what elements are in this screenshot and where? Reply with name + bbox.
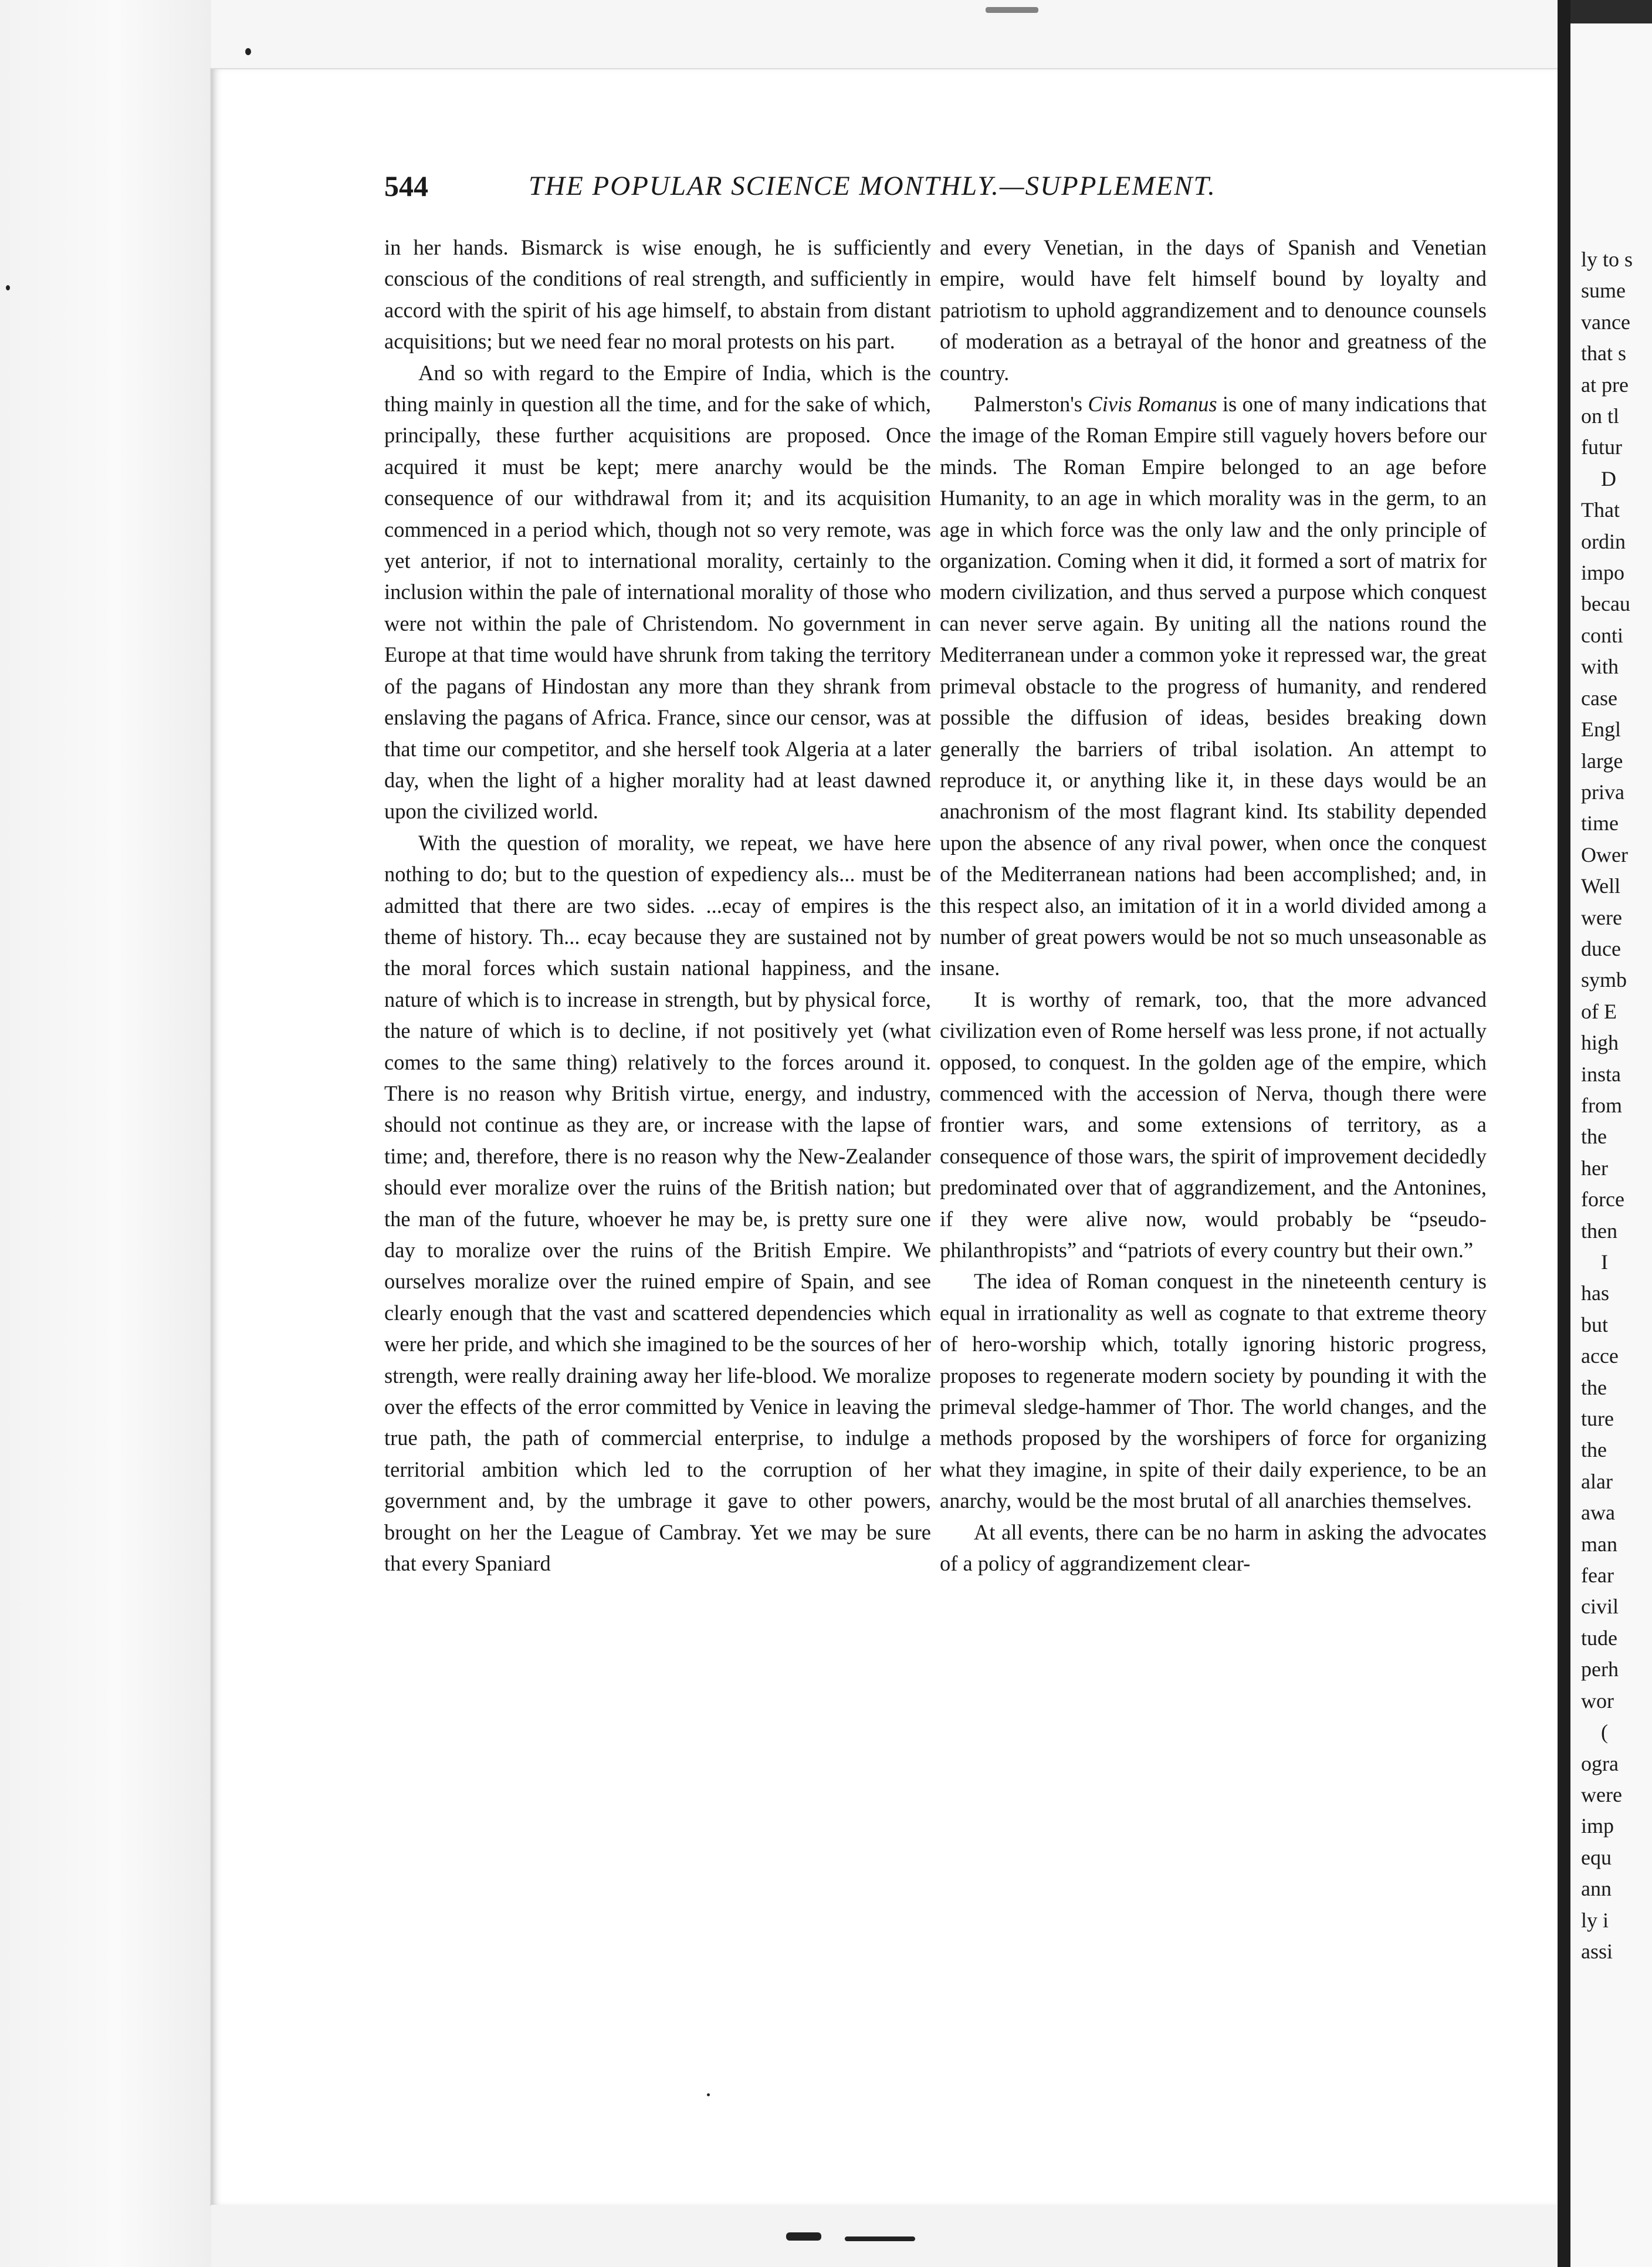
adjacent-page-line: the xyxy=(1581,1125,1607,1149)
adjacent-page-line: futur xyxy=(1581,435,1622,459)
adjacent-page-text xyxy=(1570,244,1633,1967)
book-gutter xyxy=(1558,0,1570,2267)
adjacent-page-line: D xyxy=(1601,466,1616,490)
adjacent-page-line: Engl xyxy=(1581,718,1621,742)
adjacent-page-line: then xyxy=(1581,1219,1617,1243)
adjacent-page-line: from xyxy=(1581,1093,1622,1117)
adjacent-page-line: man xyxy=(1581,1532,1617,1556)
adjacent-page-line: awa xyxy=(1581,1501,1615,1525)
paragraph: The idea of Roman conquest in the nineteenth century is equal in irrationality as well as cognate to that extreme theory of hero-worship which, totally ignoring historic progress, proposes to regenerate modern society by pounding it with the primeval sledge-hammer of Thor. The world changes, and the methods proposed by the worshipers of force for organizing what they imagine, in spite of their daily experience, to be an anarchy, would be the most brutal of all anarchies themselves. xyxy=(940,1269,1487,1513)
adjacent-page-line: imp xyxy=(1581,1814,1614,1838)
paragraph: At all events, there can be no harm in asking the advocates of a policy of aggrandizement clear- xyxy=(940,1520,1487,1576)
scan-speck xyxy=(6,285,10,290)
adjacent-page-line: assi xyxy=(1581,1939,1613,1963)
adjacent-page-line: vance xyxy=(1581,310,1630,334)
running-head: THE POPULAR SCIENCE MONTHLY.—SUPPLEMENT. xyxy=(529,171,1216,201)
adjacent-page-line: the xyxy=(1581,1375,1607,1399)
adjacent-page-line: wor xyxy=(1581,1689,1614,1713)
adjacent-page-line: equ xyxy=(1581,1845,1612,1869)
scan-speck xyxy=(786,2232,821,2241)
adjacent-page-line: that s xyxy=(1581,341,1626,366)
adjacent-page-line: ordin xyxy=(1581,529,1626,553)
paragraph: in her hands. Bismarck is wise enough, he is sufficiently conscious of the conditions of real strength, and sufficiently in accord with the spirit of his age himself, to abstain from distant acquisitions; but we need fear no moral protests on his part. xyxy=(384,235,931,354)
adjacent-page-line: symb xyxy=(1581,968,1627,992)
scan-margin-bottom xyxy=(211,2205,1558,2267)
adjacent-page-line: conti xyxy=(1581,623,1623,647)
adjacent-page-line: That xyxy=(1581,498,1620,522)
adjacent-page-line: but xyxy=(1581,1312,1609,1336)
adjacent-page-line: Well xyxy=(1581,874,1621,898)
adjacent-page-line: of E xyxy=(1581,999,1617,1023)
adjacent-page-line: were xyxy=(1581,1782,1622,1806)
adjacent-page-line: ture xyxy=(1581,1407,1614,1431)
paragraph: and every Venetian, in the days of Spanish and Venetian empire, would have felt himself bound by loyalty and patriotism to uphold aggrandizement and to denounce counsels of moderation as a betrayal of the honor and greatness of the country. xyxy=(940,235,1487,385)
adjacent-page-line: at pre xyxy=(1581,373,1629,397)
adjacent-page-line: time xyxy=(1581,811,1619,835)
adjacent-page-line: ann xyxy=(1581,1877,1612,1901)
paragraph-body: is one of many indications that the image of the Roman Empire still vaguely hovers before our minds. The Roman Empire belonged to an age before Humanity, to an age in which morality was in the germ, to an age in which force was the only law and the only principle of organization. Coming when it did, it formed a sort of matrix for modern civilization, and thus served a purpose which conquest can never serve again. By uniting all the nations round the Mediterranean under a common yoke it repressed war, the great primeval obstacle to the progress of humanity, and rendered possible the diffusion of ideas, besides breaking down generally the barriers of tribal isolation. An attempt to reproduce it, or anything like it, in these days would be an anachronism of the most flagrant kind. Its stability depended upon the absence of any rival power, when once the conquest of the Mediterranean nations had been accomplished; and, in this respect also, an imitation of it in a world divided among a number of great powers would be not so much unseasonable as insane. xyxy=(940,392,1487,980)
adjacent-page-line: large xyxy=(1581,749,1623,773)
adjacent-page-line: tude xyxy=(1581,1626,1617,1650)
adjacent-page-line: acce xyxy=(1581,1344,1619,1368)
page-number: 544 xyxy=(384,170,428,202)
paragraph xyxy=(940,388,1487,984)
adjacent-page-line: I xyxy=(1601,1250,1608,1274)
adjacent-page-line: sume xyxy=(1581,279,1626,303)
adjacent-page-line: perh xyxy=(1581,1657,1619,1681)
adjacent-page-line: ly i xyxy=(1581,1908,1609,1932)
scan-margin-left xyxy=(0,0,211,2267)
adjacent-page-line: civil xyxy=(1581,1595,1619,1619)
scan-speck xyxy=(845,2236,915,2241)
right-column xyxy=(940,232,1487,1579)
scan-margin-top xyxy=(211,0,1560,76)
adjacent-page-line: alar xyxy=(1581,1469,1613,1493)
adjacent-page-line: Ower xyxy=(1581,842,1628,867)
adjacent-page-line: becau xyxy=(1581,592,1630,616)
paragraph-lead: Palmerston's xyxy=(974,392,1088,417)
adjacent-page-line: fear xyxy=(1581,1564,1614,1588)
left-column xyxy=(384,232,931,1579)
scan-speck xyxy=(707,2093,710,2096)
adjacent-page-line: duce xyxy=(1581,936,1621,960)
adjacent-page-line: priva xyxy=(1581,780,1624,804)
adjacent-page-line: insta xyxy=(1581,1062,1621,1086)
scan-speck xyxy=(986,7,1038,13)
paragraph: It is worthy of remark, too, that the more advanced civilization even of Rome herself was less prone, if not actually opposed, to conquest. In the golden age of the empire, which commenced with the accession of Nerva, though there were frontier wars, and some extensions of territory, as a consequence of those wars, the spirit of improvement decidedly predominated over that of aggrandizement, and the Antonines, if they were alive now, would probably be “pseudo-philanthropists” and “patriots of every country but their own.” xyxy=(940,987,1487,1262)
adjacent-page-line: were xyxy=(1581,905,1622,929)
scan-speck xyxy=(245,48,251,55)
adjacent-page-edge xyxy=(1570,23,1652,2267)
adjacent-page-line: force xyxy=(1581,1187,1624,1212)
adjacent-page-line: on tl xyxy=(1581,404,1620,428)
page-header xyxy=(384,165,1534,207)
adjacent-page-line: case xyxy=(1581,686,1617,710)
adjacent-page-line: ( xyxy=(1601,1720,1608,1744)
latin-phrase: Civis Romanus xyxy=(1088,392,1217,417)
adjacent-page-line: her xyxy=(1581,1156,1608,1180)
adjacent-page-line: high xyxy=(1581,1031,1619,1055)
adjacent-page-line: with xyxy=(1581,655,1619,679)
adjacent-page-line: impo xyxy=(1581,561,1625,585)
adjacent-page-line: ly to s xyxy=(1581,248,1633,271)
adjacent-page-line: ogra xyxy=(1581,1751,1619,1775)
paragraph: With the question of morality, we repeat, we have here nothing to do; but to the question of expediency als... must be admitted that there are two sides. ...ecay of empires is the theme of history. Th... ecay because they are sustained not by the moral forces which sustain national happiness, and the nature of which is to increase in strength, but by physical force, the nature of which is to decline, if not positively yet (what comes to the same thing) relatively to the forces around it. There is no reason why British virtue, energy, and industry, should not continue as they are, or increase with the lapse of time; and, therefore, there is no reason why the New-Zealander should ever moralize over the ruins of the British nation; but the man of the future, whoever he may be, is pretty sure one day to moralize over the ruins of the British Empire. We ourselves moralize over the ruined empire of Spain, and see clearly enough that the vast and scattered dependencies which were her pride, and which she imagined to be the sources of her strength, were really draining away her life-blood. We moralize over the effects of the error committed by Venice in leaving the true path, the path of commercial enterprise, to indulge a territorial ambition which led to the corruption of her government and, by the umbrage it gave to other powers, brought on her the League of Cambray. Yet we may be sure that every Spaniard xyxy=(384,830,931,1576)
paragraph: And so with regard to the Empire of India, which is the thing mainly in question all the time, and for the sake of which, principally, these further acquisitions are proposed. Once acquired it must be kept; mere anarchy would be the consequence of our withdrawal from it; and its acquisition commenced in a period which, though not so very remote, was yet anterior, if not to international morality, certainly to the inclusion within the pale of international morality of those who were not within the pale of Christendom. No government in Europe at that time would have shrunk from taking the territory of the pagans of Hindostan any more than they shrank from enslaving the pagans of Africa. France, since our censor, was at that time our competitor, and she herself took Algeria at a later day, when the light of a higher morality had at least dawned upon the civilized world. xyxy=(384,360,931,824)
adjacent-page-line: the xyxy=(1581,1438,1607,1462)
adjacent-page-line: has xyxy=(1581,1281,1609,1305)
